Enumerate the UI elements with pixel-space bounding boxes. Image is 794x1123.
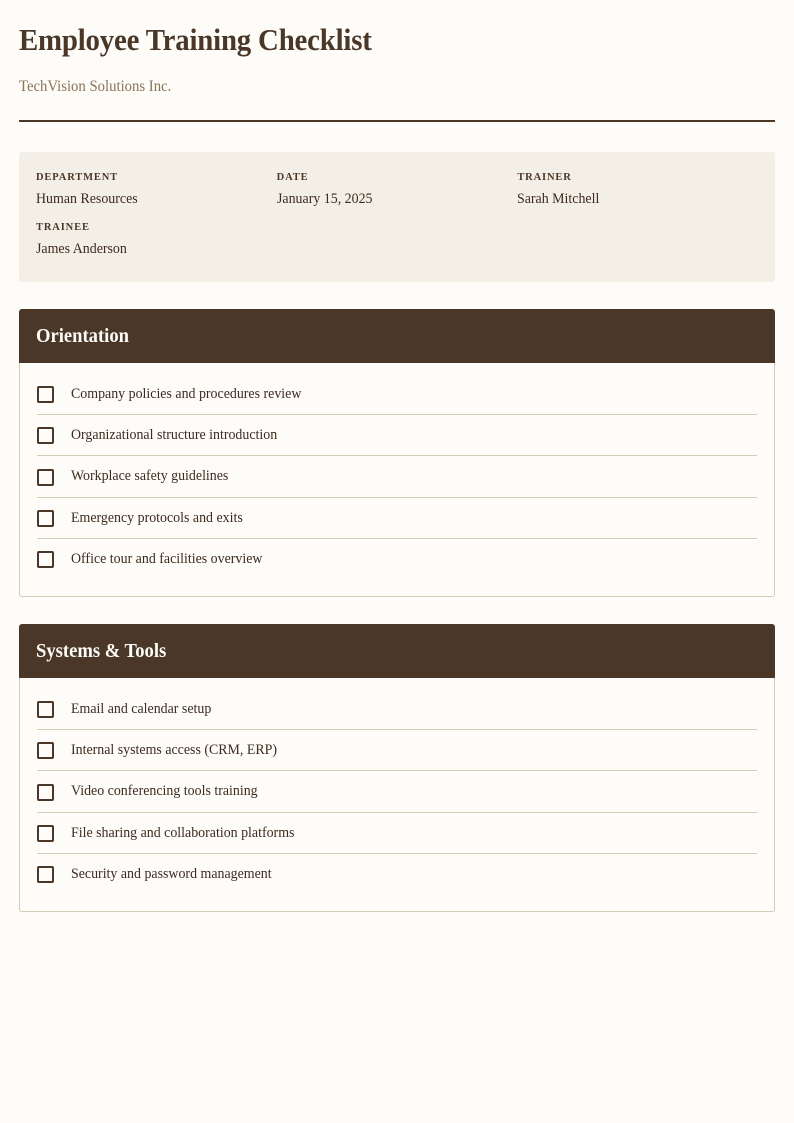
checklist-item[interactable] (37, 771, 757, 812)
checkbox-icon[interactable] (37, 701, 54, 718)
checklist-item-label: Video conferencing tools training (71, 783, 258, 800)
checkbox-icon[interactable] (37, 427, 54, 444)
meta-value-department: Human Resources (36, 190, 138, 207)
checkbox-icon[interactable] (37, 469, 54, 486)
header-divider (19, 120, 775, 122)
section-orientation (19, 309, 775, 597)
section-title-orientation: Orientation (36, 324, 129, 347)
checkbox-icon[interactable] (37, 825, 54, 842)
meta-label-trainer: TRAINER (517, 172, 572, 184)
checklist-item[interactable] (37, 854, 757, 894)
meta-label-trainee: TRAINEE (36, 221, 90, 233)
meta-field-department (36, 172, 277, 208)
meta-label-department: DEPARTMENT (36, 172, 119, 184)
meta-field-trainer (517, 172, 758, 208)
checklist-item[interactable] (37, 456, 757, 497)
meta-label-date: DATE (276, 172, 309, 184)
section-systems-tools (19, 624, 775, 912)
checklist-item-label: File sharing and collaboration platforms (71, 824, 295, 841)
checkbox-icon[interactable] (37, 510, 54, 527)
meta-value-trainer: Sarah Mitchell (517, 190, 600, 207)
meta-value-trainee: James Anderson (36, 240, 127, 257)
checklist-item[interactable] (37, 539, 757, 579)
checklist-item-label: Emergency protocols and exits (71, 509, 243, 526)
checklist-item-label: Email and calendar setup (71, 700, 212, 717)
meta-value-date: January 15, 2025 (276, 190, 373, 207)
section-header-systems-tools (19, 624, 775, 678)
meta-field-date (277, 172, 518, 208)
checkbox-icon[interactable] (37, 551, 54, 568)
section-header-orientation (19, 309, 775, 363)
company-subtitle: TechVision Solutions Inc. (19, 77, 172, 95)
checklist-item-label: Security and password management (71, 866, 272, 883)
checklist-item-label: Workplace safety guidelines (71, 468, 229, 485)
checklist-item-label: Company policies and procedures review (71, 385, 302, 402)
checklist-item-label: Office tour and facilities overview (71, 551, 263, 568)
checklist-item-label: Internal systems access (CRM, ERP) (71, 742, 278, 759)
section-body-orientation (19, 363, 775, 597)
checkbox-icon[interactable] (37, 742, 54, 759)
page-title: Employee Training Checklist (19, 22, 372, 57)
meta-field-trainee (36, 222, 277, 258)
section-body-systems-tools (19, 678, 775, 912)
checklist-item[interactable] (37, 730, 757, 771)
checkbox-icon[interactable] (37, 784, 54, 801)
section-title-systems-tools: Systems & Tools (36, 639, 167, 662)
checkbox-icon[interactable] (37, 386, 54, 403)
checklist-item[interactable] (37, 813, 757, 854)
checklist-item[interactable] (37, 498, 757, 539)
checklist-item[interactable] (37, 415, 757, 456)
checklist-item[interactable] (37, 689, 757, 730)
checkbox-icon[interactable] (37, 866, 54, 883)
checklist-item[interactable] (37, 374, 757, 415)
checklist-item-label: Organizational structure introduction (71, 427, 278, 444)
metadata-panel (19, 152, 775, 281)
